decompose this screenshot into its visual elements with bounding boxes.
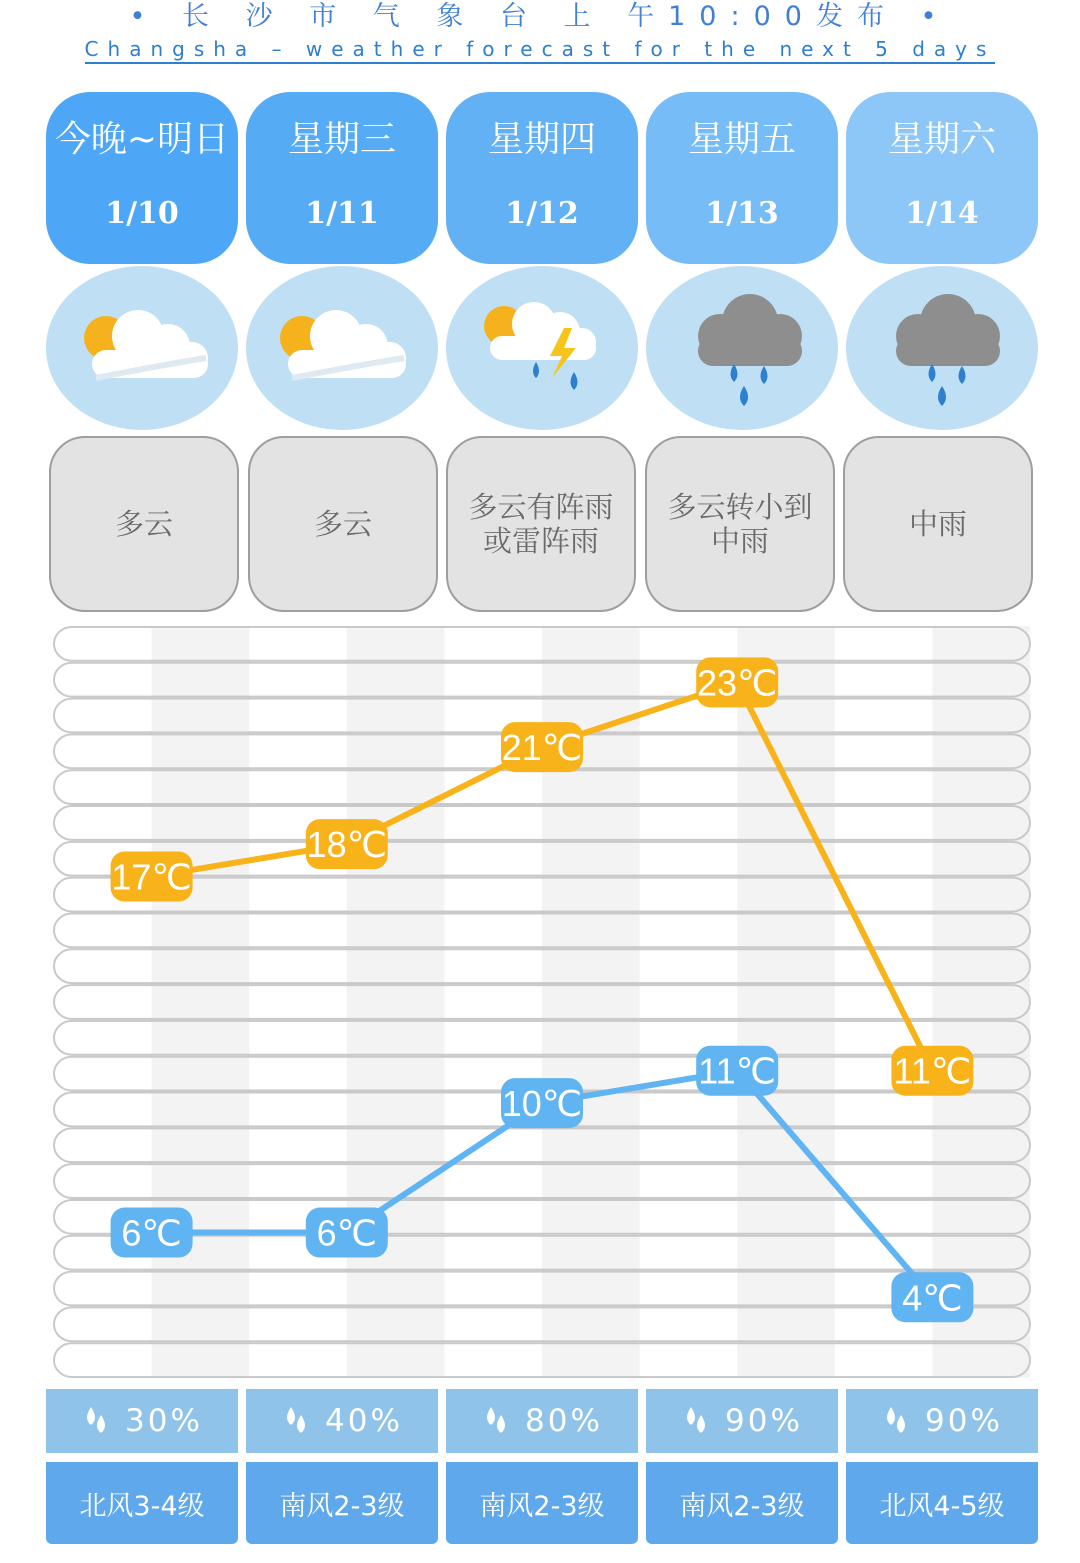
raindrop-icon xyxy=(481,1405,511,1437)
rain-probability-row xyxy=(0,1389,1080,1453)
rain-probability xyxy=(246,1389,438,1453)
rain-probability xyxy=(846,1389,1038,1453)
wind-info: 南风2-3级 xyxy=(446,1462,638,1544)
weather-description: 中雨 xyxy=(843,436,1033,612)
raindrop-icon xyxy=(81,1405,111,1437)
subtitle-text: Changsha – weather forecast for the next 5 days xyxy=(85,37,996,64)
temperature-label: 23℃ xyxy=(696,662,778,704)
rain-probability xyxy=(646,1389,838,1453)
wind-info: 南风2-3级 xyxy=(646,1462,838,1544)
rain-probability xyxy=(46,1389,238,1453)
wind-info: 北风4-5级 xyxy=(846,1462,1038,1544)
temperature-label: 10℃ xyxy=(501,1083,583,1125)
wind-row xyxy=(0,1462,1080,1544)
weather-description: 多云转小到中雨 xyxy=(645,436,835,612)
day-name: 星期五 xyxy=(687,119,796,160)
day-name: 星期六 xyxy=(887,119,996,160)
weather-description: 多云有阵雨或雷阵雨 xyxy=(446,436,636,612)
temperature-label: 6℃ xyxy=(121,1212,182,1254)
day-name: 今晚~明日 xyxy=(54,119,230,160)
rain-probability-value: 80% xyxy=(525,1403,603,1439)
day-date: 1/11 xyxy=(305,196,379,231)
page-title: • 长 沙 市 气 象 台 上 午10:00发布 • xyxy=(129,1,951,32)
day-name: 星期三 xyxy=(287,119,396,160)
temperature-label: 18℃ xyxy=(306,824,388,866)
rain-probability-value: 40% xyxy=(325,1403,403,1439)
weather-description: 多云 xyxy=(248,436,438,612)
temperature-label: 4℃ xyxy=(902,1277,963,1319)
day-date: 1/13 xyxy=(705,196,779,231)
rain-probability-value: 30% xyxy=(125,1403,203,1439)
chart-column-band xyxy=(152,626,250,1378)
day-date: 1/10 xyxy=(105,196,179,231)
raindrop-icon xyxy=(681,1405,711,1437)
chart-column-band xyxy=(737,626,835,1378)
day-date: 1/12 xyxy=(505,196,579,231)
temperature-label: 11℃ xyxy=(698,1050,777,1092)
raindrop-icon xyxy=(281,1405,311,1437)
rain-probability-value: 90% xyxy=(925,1403,1003,1439)
chart-column-band xyxy=(932,626,1030,1378)
weather-description: 多云 xyxy=(49,436,239,612)
temperature-label: 11℃ xyxy=(893,1050,972,1092)
temperature-label: 21℃ xyxy=(501,727,583,769)
chart-column-band xyxy=(347,626,445,1378)
rain-probability xyxy=(446,1389,638,1453)
temperature-label: 6℃ xyxy=(316,1212,378,1254)
temperature-label: 17℃ xyxy=(111,856,192,898)
day-name: 星期四 xyxy=(487,119,596,160)
rain-probability-value: 90% xyxy=(725,1403,803,1439)
wind-info: 北风3-4级 xyxy=(46,1462,238,1544)
day-date: 1/14 xyxy=(905,196,979,231)
raindrop-icon xyxy=(881,1405,911,1437)
wind-info: 南风2-3级 xyxy=(246,1462,438,1544)
